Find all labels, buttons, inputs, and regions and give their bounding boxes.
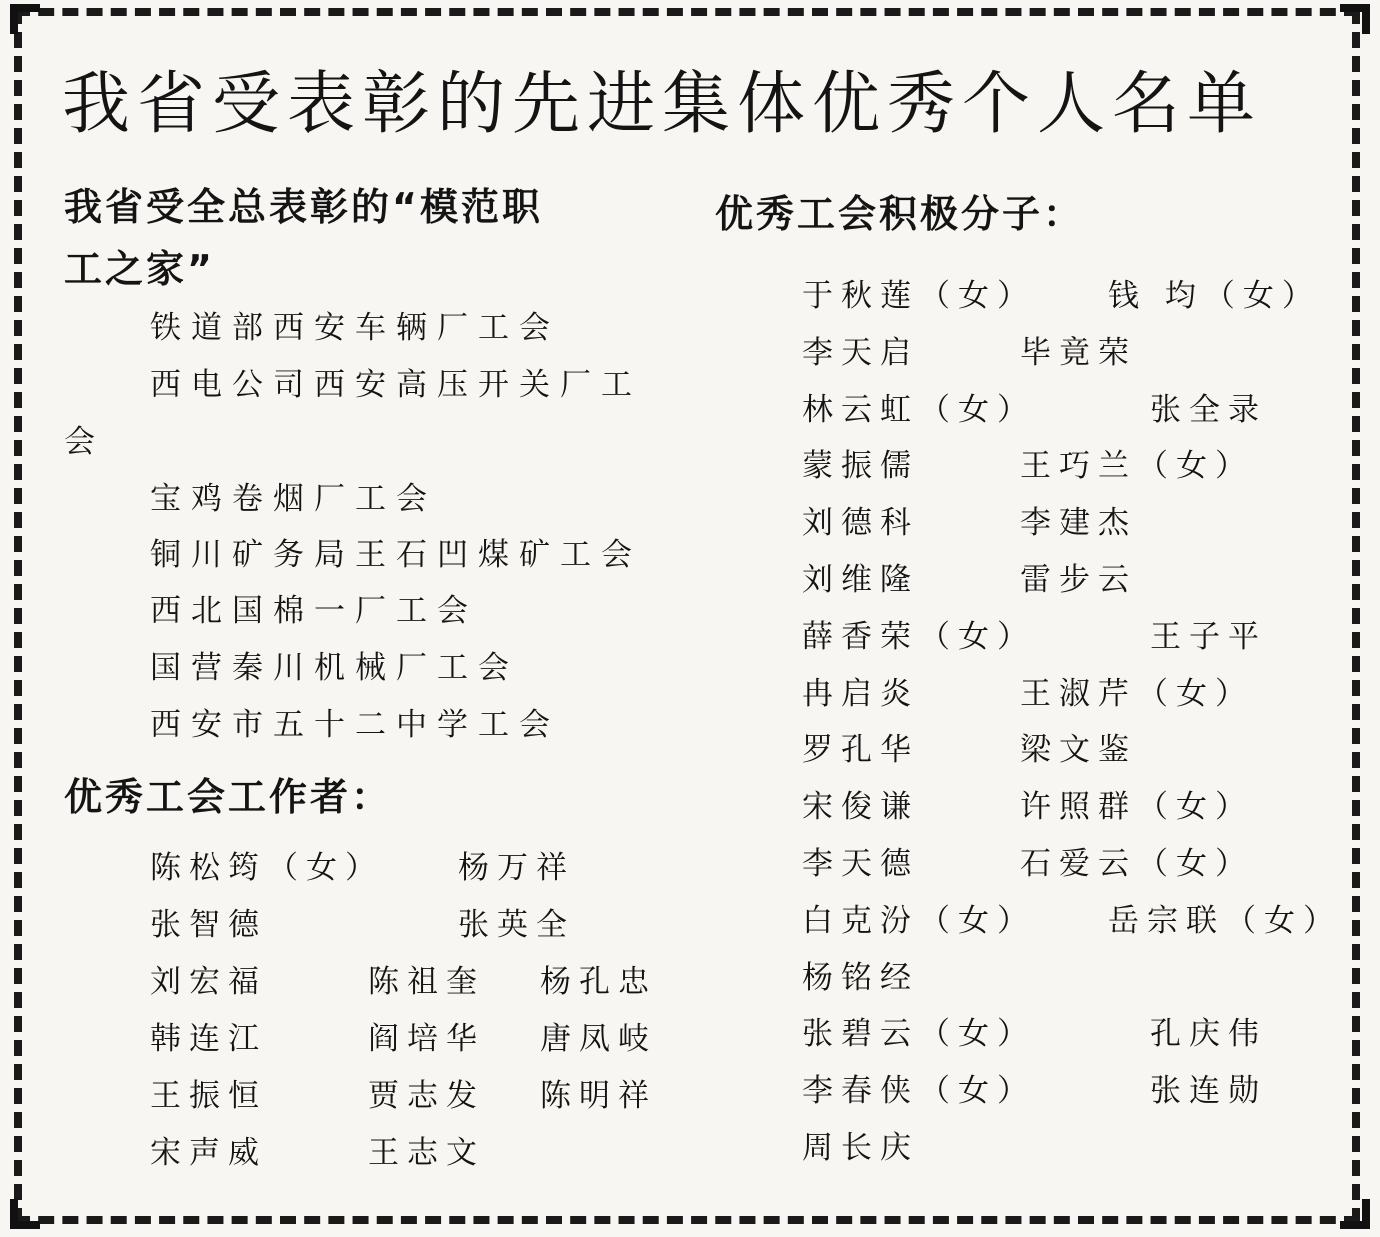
worker-name: 贾志发: [368, 1078, 485, 1114]
corner-mark-bottom-left: [10, 1199, 40, 1229]
worker-name: 宋声威: [150, 1135, 267, 1171]
activist-name: 李天德: [802, 846, 919, 882]
worker-name: 刘宏福: [150, 964, 267, 1000]
activist-name: 冉启炎: [802, 676, 919, 712]
worker-name: 张智德: [150, 907, 267, 943]
worker-name: 陈松筠（女）: [150, 850, 384, 886]
activist-name: 钱 均（女）: [1108, 278, 1321, 314]
home-heading-line2: 工之家”: [64, 247, 215, 291]
activist-name: 毕竟荣: [1020, 335, 1137, 371]
activist-name: 雷步云: [1020, 562, 1137, 598]
worker-name: 唐凤岐: [540, 1021, 657, 1057]
worker-name: 韩连江: [150, 1021, 267, 1057]
worker-name: 张英全: [458, 907, 575, 943]
activist-name: 孔庆伟: [1150, 1016, 1267, 1052]
activist-name: 梁文鉴: [1020, 732, 1137, 768]
activist-name: 许照群（女）: [1020, 789, 1254, 825]
activist-name: 于秋莲（女）: [802, 278, 1036, 314]
activist-name: 周长庆: [802, 1130, 919, 1166]
corner-mark-top-left: [10, 4, 40, 34]
corner-mark-bottom-right: [1340, 1199, 1370, 1229]
activist-name: 李春侠（女）: [802, 1073, 1036, 1109]
org-item: 西电公司西安高压开关厂工: [150, 367, 642, 403]
org-item: 宝鸡卷烟厂工会: [150, 481, 437, 517]
activist-name: 张碧云（女）: [802, 1016, 1036, 1052]
activist-name: 王子平: [1150, 619, 1267, 655]
worker-name: 陈祖奎: [368, 964, 485, 1000]
worker-name: 杨孔忠: [540, 964, 657, 1000]
activist-name: 张连勋: [1150, 1073, 1267, 1109]
worker-name: 杨万祥: [458, 850, 575, 886]
page-title: 我省受表彰的先进集体优秀个人名单: [62, 65, 1263, 144]
activist-name: 石爱云（女）: [1020, 846, 1254, 882]
activist-name: 岳宗联（女）: [1108, 903, 1342, 939]
worker-name: 陈明祥: [540, 1078, 657, 1114]
org-item: 国营秦川机械厂工会: [150, 650, 519, 686]
activist-name: 罗孔华: [802, 732, 919, 768]
activists-heading: 优秀工会积极分子：: [715, 192, 1085, 236]
activist-name: 刘德科: [802, 505, 919, 541]
home-heading-line1: 我省受全总表彰的“模范职: [64, 185, 543, 229]
org-item: 铁道部西安车辆厂工会: [150, 310, 560, 346]
activist-name: 李天启: [802, 335, 919, 371]
org-item: 铜川矿务局王石凹煤矿工会: [150, 537, 642, 573]
activist-name: 李建杰: [1020, 505, 1137, 541]
activist-name: 林云虹（女）: [802, 392, 1036, 428]
worker-name: 王志文: [368, 1135, 485, 1171]
activist-name: 王淑芹（女）: [1020, 676, 1254, 712]
activist-name: 蒙振儒: [802, 448, 919, 484]
activist-name: 刘维隆: [802, 562, 919, 598]
activist-name: 白克汾（女）: [802, 903, 1036, 939]
corner-mark-top-right: [1340, 4, 1370, 34]
org-item: 西北国棉一厂工会: [150, 593, 478, 629]
workers-heading: 优秀工会工作者：: [64, 775, 393, 819]
org-item-wrap: 会: [64, 424, 95, 460]
activist-name: 宋俊谦: [802, 789, 919, 825]
activist-name: 张全录: [1150, 392, 1267, 428]
activist-name: 薛香荣（女）: [802, 619, 1036, 655]
worker-name: 阎培华: [368, 1021, 485, 1057]
activist-name: 王巧兰（女）: [1020, 448, 1254, 484]
worker-name: 王振恒: [150, 1078, 267, 1114]
org-item: 西安市五十二中学工会: [150, 707, 560, 743]
activist-name: 杨铭经: [802, 960, 919, 996]
